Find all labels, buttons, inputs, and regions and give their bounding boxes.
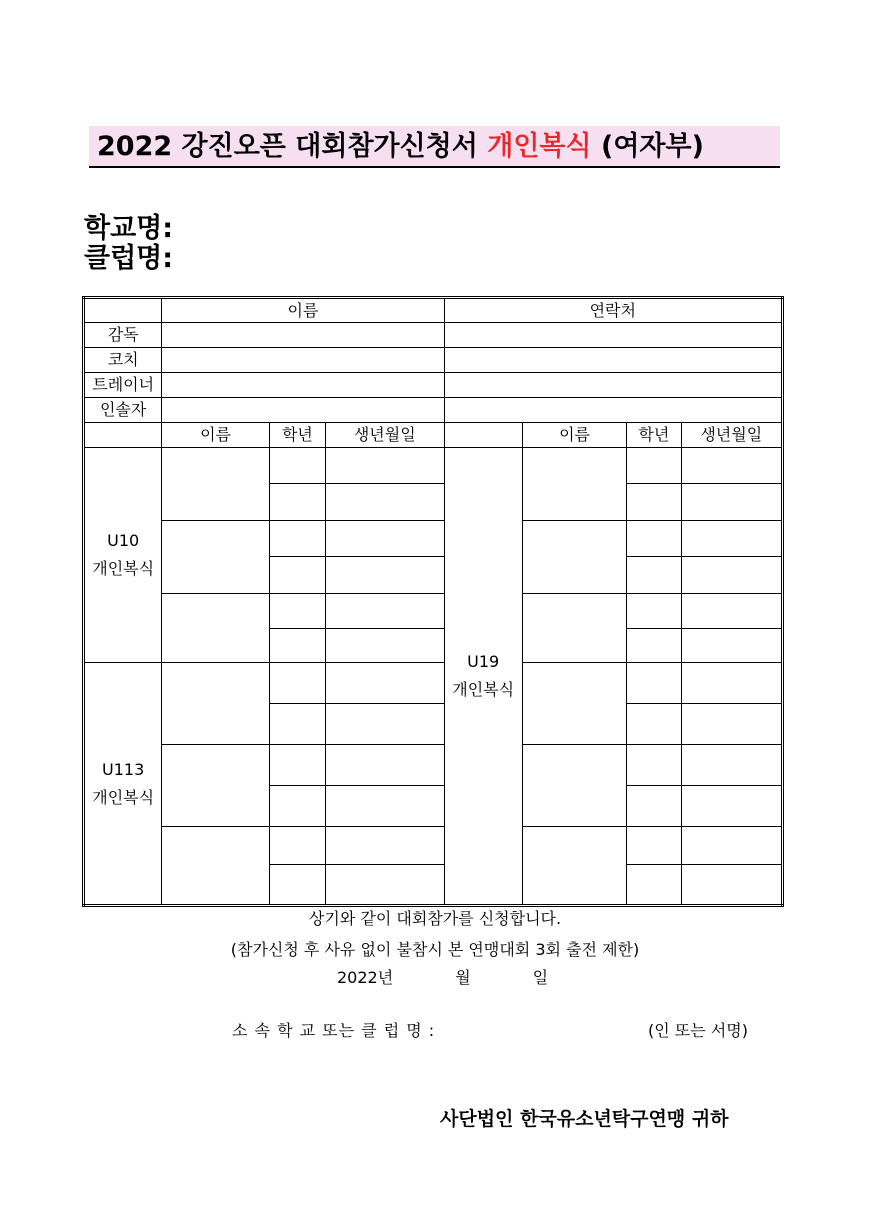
category-code: U113 <box>102 759 145 779</box>
player-name-field[interactable] <box>162 448 269 521</box>
player-grade-field[interactable] <box>627 448 681 484</box>
date-year: 2022년 <box>337 968 394 987</box>
player-name-field[interactable] <box>522 521 626 594</box>
form-title <box>89 126 780 168</box>
category-label: 개인복식 <box>92 559 155 578</box>
player-row <box>84 663 783 704</box>
registration-table <box>82 296 784 907</box>
player-grade-field[interactable] <box>627 745 681 786</box>
col-birthdate-header: 생년월일 <box>326 423 445 448</box>
player-name-field[interactable] <box>162 745 269 827</box>
player-birthdate-field[interactable] <box>681 786 783 827</box>
player-corner-left <box>84 423 162 448</box>
player-grade-field[interactable] <box>269 745 325 786</box>
player-name-field[interactable] <box>522 594 626 663</box>
player-birthdate-field[interactable] <box>681 865 783 906</box>
col-grade-header: 학년 <box>269 423 325 448</box>
player-name-field[interactable] <box>162 663 269 745</box>
staff-name-field[interactable] <box>162 348 444 373</box>
player-birthdate-field[interactable] <box>681 704 783 745</box>
staff-name-field[interactable] <box>162 373 444 398</box>
player-grade-field[interactable] <box>269 484 325 521</box>
player-row <box>84 521 783 557</box>
player-row <box>84 448 783 484</box>
player-grade-field[interactable] <box>627 663 681 704</box>
player-birthdate-field[interactable] <box>681 484 783 521</box>
player-birthdate-field[interactable] <box>326 865 445 906</box>
player-grade-field[interactable] <box>627 629 681 663</box>
player-row <box>84 827 783 865</box>
player-birthdate-field[interactable] <box>681 827 783 865</box>
player-grade-field[interactable] <box>627 594 681 629</box>
player-birthdate-field[interactable] <box>681 448 783 484</box>
player-grade-field[interactable] <box>269 629 325 663</box>
player-birthdate-field[interactable] <box>681 557 783 594</box>
staff-contact-field[interactable] <box>444 373 782 398</box>
player-grade-field[interactable] <box>269 448 325 484</box>
staff-contact-field[interactable] <box>444 348 782 373</box>
player-row <box>84 745 783 786</box>
player-name-field[interactable] <box>522 745 626 827</box>
staff-role-label: 인솔자 <box>84 398 162 423</box>
player-birthdate-field[interactable] <box>326 745 445 786</box>
player-birthdate-field[interactable] <box>326 663 445 704</box>
player-birthdate-field[interactable] <box>326 786 445 827</box>
staff-row-escort <box>84 398 783 423</box>
staff-role-label: 감독 <box>84 323 162 348</box>
player-birthdate-field[interactable] <box>681 629 783 663</box>
player-row <box>84 594 783 629</box>
category-u10 <box>84 448 162 663</box>
player-grade-field[interactable] <box>627 484 681 521</box>
player-grade-field[interactable] <box>269 786 325 827</box>
player-birthdate-field[interactable] <box>326 484 445 521</box>
category-code: U19 <box>467 652 500 671</box>
col-name-header: 이름 <box>522 423 626 448</box>
player-header-row <box>84 423 783 448</box>
category-code: U10 <box>107 531 140 550</box>
player-birthdate-field[interactable] <box>326 594 445 629</box>
col-grade-header: 학년 <box>627 423 681 448</box>
application-statement: 상기와 같이 대회참가를 신청합니다. <box>308 909 562 928</box>
affiliation-label: 소 속 학 교 또는 클 럽 명 : <box>232 1021 436 1040</box>
date-line <box>337 965 548 988</box>
player-birthdate-field[interactable] <box>326 448 445 484</box>
staff-name-field[interactable] <box>162 323 444 348</box>
player-grade-field[interactable] <box>269 865 325 906</box>
category-label: 개인복식 <box>452 680 515 699</box>
staff-contact-field[interactable] <box>444 398 782 423</box>
staff-role-label: 코치 <box>84 348 162 373</box>
player-corner-right <box>444 423 522 448</box>
category-u113 <box>84 663 162 906</box>
staff-row-director <box>84 323 783 348</box>
player-birthdate-field[interactable] <box>326 557 445 594</box>
staff-header-row <box>84 298 783 323</box>
player-grade-field[interactable] <box>627 521 681 557</box>
staff-row-trainer <box>84 373 783 398</box>
player-grade-field[interactable] <box>269 521 325 557</box>
school-name-label: 학교명: <box>84 213 174 244</box>
staff-role-label: 트레이너 <box>84 373 162 398</box>
player-grade-field[interactable] <box>269 663 325 704</box>
title-prefix: 2022 강진오픈 대회참가신청서 <box>97 131 488 162</box>
category-label: 개인복식 <box>92 787 155 807</box>
staff-contact-header: 연락처 <box>444 298 782 323</box>
staff-corner-cell <box>84 298 162 323</box>
player-grade-field[interactable] <box>269 594 325 629</box>
player-grade-field[interactable] <box>269 557 325 594</box>
player-grade-field[interactable] <box>627 557 681 594</box>
player-name-field[interactable] <box>522 663 626 745</box>
col-name-header: 이름 <box>162 423 269 448</box>
player-birthdate-field[interactable] <box>681 745 783 786</box>
player-name-field[interactable] <box>522 827 626 906</box>
player-name-field[interactable] <box>162 521 269 594</box>
player-birthdate-field[interactable] <box>681 594 783 629</box>
date-month: 월 <box>455 968 471 987</box>
title-accent: 개인복식 <box>487 131 592 162</box>
player-birthdate-field[interactable] <box>326 704 445 745</box>
staff-name-field[interactable] <box>162 398 444 423</box>
player-grade-field[interactable] <box>627 827 681 865</box>
player-grade-field[interactable] <box>627 704 681 745</box>
player-name-field[interactable] <box>162 594 269 663</box>
club-name-label: 클럽명: <box>84 243 174 274</box>
player-birthdate-field[interactable] <box>326 827 445 865</box>
staff-row-coach <box>84 348 783 373</box>
recipient-line: 사단법인 한국유소년탁구연맹 귀하 <box>440 1108 729 1130</box>
player-birthdate-field[interactable] <box>326 521 445 557</box>
penalty-note: (참가신청 후 사유 없이 불참시 본 연맹대회 3회 출전 제한) <box>230 940 640 959</box>
player-grade-field[interactable] <box>627 786 681 827</box>
category-u19 <box>444 448 522 906</box>
player-birthdate-field[interactable] <box>326 629 445 663</box>
player-birthdate-field[interactable] <box>681 663 783 704</box>
player-name-field[interactable] <box>162 827 269 906</box>
signature-label: (인 또는 서명) <box>648 1021 748 1040</box>
player-grade-field[interactable] <box>627 865 681 906</box>
date-day: 일 <box>532 968 549 987</box>
title-suffix: (여자부) <box>591 131 704 162</box>
player-birthdate-field[interactable] <box>681 521 783 557</box>
col-birthdate-header: 생년월일 <box>681 423 783 448</box>
staff-name-header: 이름 <box>162 298 444 323</box>
player-grade-field[interactable] <box>269 704 325 745</box>
player-grade-field[interactable] <box>269 827 325 865</box>
staff-contact-field[interactable] <box>444 323 782 348</box>
player-name-field[interactable] <box>522 448 626 521</box>
